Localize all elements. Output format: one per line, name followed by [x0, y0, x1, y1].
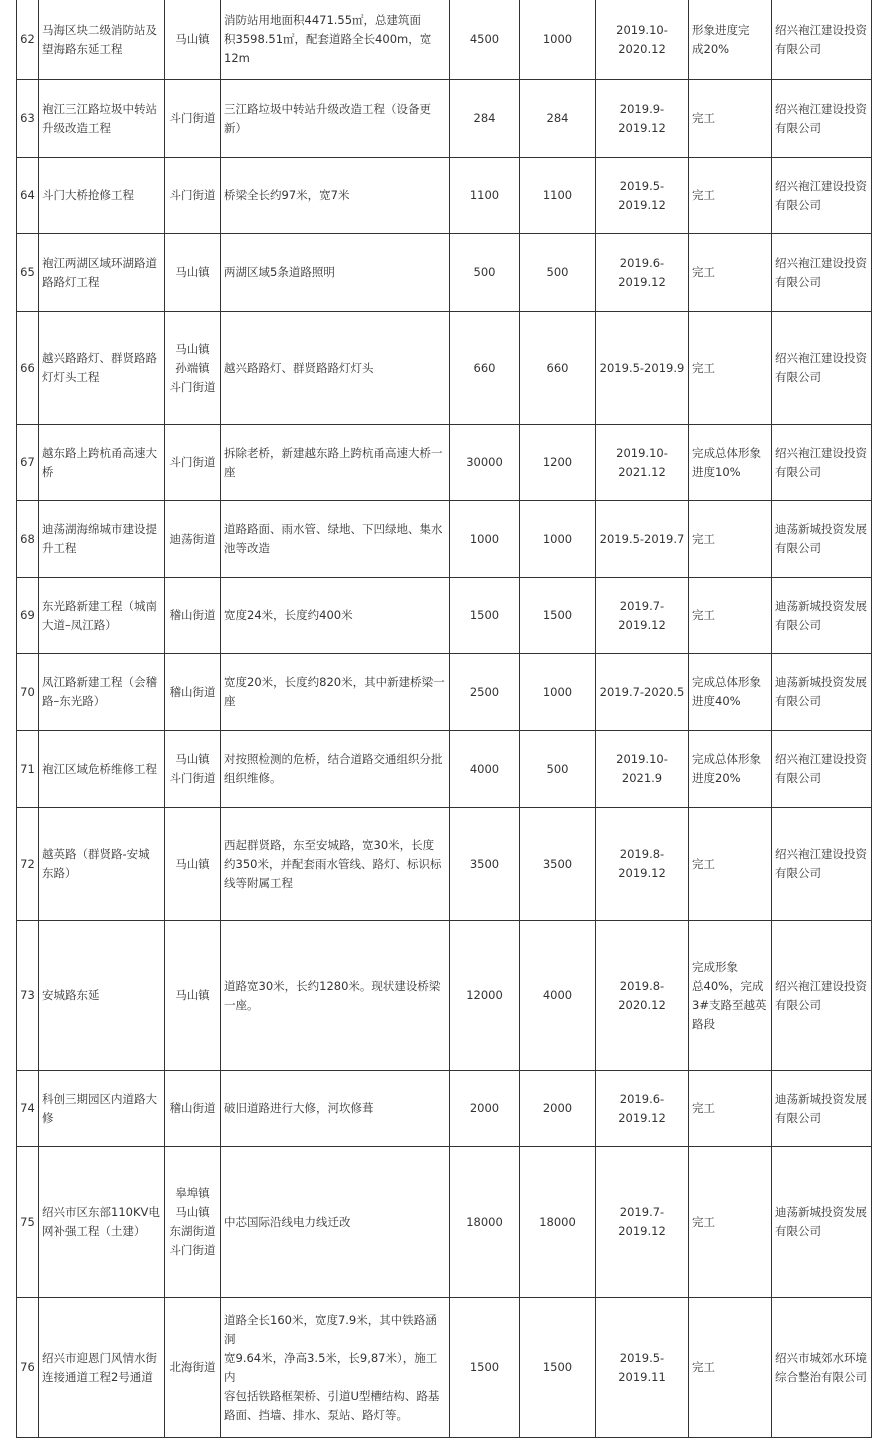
project-name: 越英路（群贤路-安城 东路） [42, 847, 150, 880]
project-content: 桥梁全长约97米，宽7米 [224, 188, 350, 202]
table-row [0, 425, 880, 501]
project-content-cell [220, 578, 449, 654]
construction-period-cell [595, 501, 688, 578]
construction-period: 2019.10-2021.12 [616, 445, 668, 479]
annual-investment-cell [519, 654, 595, 731]
project-name-cell [38, 425, 164, 501]
row-number: 68 [20, 531, 35, 546]
project-content: 消防站用地面积4471.55㎡，总建筑面 积3598.51㎡，配套道路全长400m，宽12m [224, 13, 432, 65]
progress-status: 完成总体形象 进度10% [692, 445, 761, 479]
construction-period-cell [595, 1071, 688, 1147]
total-investment-cell [449, 425, 519, 501]
table-row [0, 234, 880, 312]
project-location: 稽山街道 [169, 608, 216, 622]
row-number: 74 [20, 1101, 35, 1115]
progress-status: 完工 [692, 1214, 715, 1229]
project-location: 马山镇 斗门街道 [169, 752, 216, 785]
table-row [0, 731, 880, 808]
row-number: 67 [20, 455, 35, 469]
progress-status-cell [688, 501, 771, 578]
annual-investment-cell [519, 731, 595, 808]
project-name: 袍江区域危桥维修工程 [42, 761, 157, 776]
project-content: 宽度24米，长度约400米 [224, 608, 353, 622]
project-name-cell [38, 158, 164, 234]
project-location-cell [164, 234, 220, 312]
annual-investment: 500 [546, 265, 569, 279]
project-name: 马海区块二级消防站及 望海路东延工程 [42, 22, 157, 56]
project-content: 对按照检测的危桥，结合道路交通组织分批 组织维修。 [224, 752, 443, 785]
construction-period-cell [595, 0, 688, 80]
owner-unit: 迪荡新城投资发展 有限公司 [775, 1205, 867, 1238]
progress-status: 完工 [692, 1360, 715, 1374]
owner-unit-cell [771, 654, 872, 731]
construction-period-cell [595, 234, 688, 312]
project-name-cell [38, 234, 164, 312]
project-content: 三江路垃圾中转站升级改造工程（设备更 新） [224, 101, 431, 135]
progress-status-cell [688, 808, 771, 921]
owner-unit-cell [771, 80, 872, 158]
total-investment-cell [449, 234, 519, 312]
project-location: 斗门街道 [169, 111, 216, 125]
owner-unit: 绍兴袍江建设投资 有限公司 [775, 978, 867, 1012]
total-investment-cell [449, 80, 519, 158]
annual-investment-cell [519, 158, 595, 234]
row-number-cell [16, 578, 38, 654]
row-number-cell [16, 808, 38, 921]
project-location: 马山镇 [175, 32, 210, 46]
annual-investment-cell [519, 80, 595, 158]
annual-investment: 1000 [542, 684, 573, 699]
owner-unit: 迪荡新城投资发展 有限公司 [775, 598, 867, 632]
annual-investment: 500 [546, 761, 569, 776]
project-location-cell [164, 425, 220, 501]
annual-investment: 284 [546, 111, 569, 125]
construction-period: 2019.5-2019.11 [618, 1350, 666, 1384]
project-content: 道路路面、雨水管、绿地、下凹绿地、集水 池等改造 [224, 522, 443, 555]
project-location: 稽山街道 [169, 684, 216, 699]
construction-period: 2019.8-2020.12 [618, 978, 666, 1012]
row-number-cell [16, 731, 38, 808]
annual-investment-cell [519, 1071, 595, 1147]
total-investment: 1500 [469, 608, 500, 622]
construction-period: 2019.7-2020.5 [599, 684, 685, 699]
project-content-cell [220, 158, 449, 234]
total-investment-cell [449, 312, 519, 425]
owner-unit: 绍兴袍江建设投资 有限公司 [775, 255, 867, 289]
progress-status: 完工 [692, 360, 715, 375]
construction-period-cell [595, 808, 688, 921]
total-investment: 660 [473, 360, 496, 375]
row-number-cell [16, 501, 38, 578]
project-content: 道路宽30米，长约1280米。现状建设桥梁 一座。 [224, 978, 441, 1012]
total-investment-cell [449, 0, 519, 80]
construction-period: 2019.6-2019.12 [618, 1091, 666, 1125]
row-number: 72 [20, 856, 35, 871]
row-number: 73 [20, 988, 35, 1002]
annual-investment: 1200 [542, 455, 573, 469]
table-row [0, 654, 880, 731]
progress-status-cell [688, 425, 771, 501]
project-location-cell [164, 0, 220, 80]
total-investment-cell [449, 731, 519, 808]
project-location: 皋埠镇 马山镇 东湖街道 斗门街道 [169, 1186, 216, 1257]
owner-unit: 绍兴袍江建设投资 有限公司 [775, 752, 867, 785]
progress-status: 完工 [692, 608, 715, 622]
row-number: 69 [20, 608, 35, 622]
progress-status: 完成形象 总40%，完成 3#支路至越英 路段 [692, 959, 767, 1031]
project-name: 袍江三江路垃圾中转站 升级改造工程 [42, 101, 157, 135]
row-number-cell [16, 921, 38, 1071]
project-name-cell [38, 1071, 164, 1147]
project-content: 拆除老桥，新建越东路上跨杭甬高速大桥一 座 [224, 445, 443, 479]
annual-investment-cell [519, 808, 595, 921]
row-number: 76 [20, 1360, 35, 1374]
project-location-cell [164, 1298, 220, 1438]
project-location-cell [164, 731, 220, 808]
project-content-cell [220, 808, 449, 921]
project-location: 北海街道 [169, 1360, 216, 1374]
construction-period: 2019.5-2019.7 [599, 531, 685, 546]
owner-unit: 绍兴袍江建设投资 有限公司 [775, 847, 867, 880]
row-number: 75 [20, 1214, 35, 1229]
project-location-cell [164, 158, 220, 234]
project-location: 稽山街道 [169, 1101, 216, 1115]
project-name-cell [38, 921, 164, 1071]
annual-investment-cell [519, 0, 595, 80]
annual-investment: 660 [546, 360, 569, 375]
project-content-cell [220, 425, 449, 501]
project-name: 迪荡湖海绵城市建设提 升工程 [42, 522, 157, 555]
project-name-cell [38, 578, 164, 654]
project-content: 中芯国际沿线电力线迁改 [224, 1214, 351, 1229]
owner-unit-cell [771, 921, 872, 1071]
project-location-cell [164, 921, 220, 1071]
project-name-cell [38, 0, 164, 80]
project-content-cell [220, 234, 449, 312]
table-row [0, 808, 880, 921]
project-content-cell [220, 1147, 449, 1298]
progress-status-cell [688, 1147, 771, 1298]
owner-unit-cell [771, 158, 872, 234]
annual-investment: 1000 [542, 531, 573, 546]
progress-status: 完工 [692, 111, 715, 125]
row-number: 63 [20, 111, 35, 125]
project-content: 宽度20米，长度约820米，其中新建桥梁一 座 [224, 675, 445, 708]
owner-unit-cell [771, 1071, 872, 1147]
total-investment-cell [449, 808, 519, 921]
construction-period: 2019.7-2019.12 [618, 598, 666, 632]
row-number-cell [16, 1298, 38, 1438]
construction-period: 2019.7-2019.12 [618, 1205, 666, 1238]
project-name: 绍兴市迎恩门风情水街 连接通道工程2号通道 [42, 1350, 157, 1384]
project-content-cell [220, 1298, 449, 1438]
progress-status-cell [688, 158, 771, 234]
owner-unit-cell [771, 578, 872, 654]
construction-period: 2019.6-2019.12 [618, 255, 666, 289]
owner-unit: 绍兴袍江建设投资 有限公司 [775, 101, 867, 135]
annual-investment-cell [519, 425, 595, 501]
project-name-cell [38, 654, 164, 731]
project-location-cell [164, 808, 220, 921]
owner-unit-cell [771, 1298, 872, 1438]
construction-period: 2019.10-2021.9 [616, 752, 668, 785]
annual-investment: 2000 [542, 1101, 573, 1115]
row-number-cell [16, 158, 38, 234]
annual-investment: 1500 [542, 608, 573, 622]
table-row [0, 80, 880, 158]
project-location: 马山镇 [175, 856, 210, 871]
row-number-cell [16, 1071, 38, 1147]
project-location: 马山镇 孙端镇 斗门街道 [169, 341, 216, 394]
project-name-cell [38, 80, 164, 158]
construction-period-cell [595, 425, 688, 501]
total-investment: 30000 [466, 455, 503, 469]
row-number-cell [16, 80, 38, 158]
progress-status: 完工 [692, 856, 715, 871]
progress-status-cell [688, 731, 771, 808]
row-number: 64 [20, 188, 35, 202]
progress-status: 完成总体形象 进度40% [692, 675, 761, 708]
owner-unit-cell [771, 425, 872, 501]
project-name-cell [38, 1298, 164, 1438]
construction-period-cell [595, 312, 688, 425]
project-content-cell [220, 1071, 449, 1147]
total-investment: 2000 [469, 1101, 500, 1115]
construction-period-cell [595, 654, 688, 731]
project-content-cell [220, 80, 449, 158]
total-investment: 18000 [466, 1214, 503, 1229]
table-row [0, 1298, 880, 1438]
total-investment: 500 [473, 265, 496, 279]
annual-investment-cell [519, 1147, 595, 1298]
construction-period-cell [595, 578, 688, 654]
total-investment-cell [449, 578, 519, 654]
project-name-cell [38, 731, 164, 808]
project-name: 绍兴市区东部110KV电 网补强工程（土建） [42, 1205, 160, 1238]
project-location-cell [164, 1071, 220, 1147]
owner-unit-cell [771, 234, 872, 312]
construction-period: 2019.5-2019.9 [599, 360, 685, 375]
progress-status-cell [688, 578, 771, 654]
project-location-cell [164, 312, 220, 425]
row-number: 66 [20, 360, 35, 375]
table-row [0, 578, 880, 654]
project-content: 破旧道路进行大修，河坎修葺 [224, 1101, 374, 1115]
progress-status-cell [688, 234, 771, 312]
row-number: 70 [20, 684, 35, 699]
project-content: 道路全长160米，宽度7.9米，其中铁路涵洞 宽9.64米，净高3.5米，长9,87米），施工内 容包括铁路框架桥、引道U型槽结构、路基 路面、挡墙、排水、泵站、路灯等。 [224, 1312, 440, 1422]
project-name: 凤江路新建工程（会稽 路–东光路） [42, 675, 157, 708]
project-content-cell [220, 731, 449, 808]
row-number-cell [16, 425, 38, 501]
progress-status: 完成总体形象 进度20% [692, 752, 761, 785]
owner-unit: 迪荡新城投资发展 有限公司 [775, 675, 867, 708]
table-row [0, 501, 880, 578]
owner-unit: 绍兴市城郊水环境 综合整治有限公司 [775, 1350, 867, 1384]
owner-unit: 绍兴袍江建设投资 有限公司 [775, 445, 867, 479]
owner-unit: 迪荡新城投资发展 有限公司 [775, 1091, 867, 1125]
progress-status-cell [688, 0, 771, 80]
project-location: 斗门街道 [169, 455, 216, 469]
total-investment: 1500 [469, 1360, 500, 1374]
project-name-cell [38, 312, 164, 425]
owner-unit: 绍兴袍江建设投资 有限公司 [775, 22, 867, 56]
total-investment-cell [449, 1147, 519, 1298]
project-name: 袍江两湖区域环湖路道 路路灯工程 [42, 255, 157, 289]
annual-investment-cell [519, 578, 595, 654]
project-location: 斗门街道 [169, 188, 216, 202]
annual-investment: 1100 [542, 188, 573, 202]
project-location-cell [164, 578, 220, 654]
annual-investment: 1000 [542, 32, 573, 46]
total-investment: 2500 [469, 684, 500, 699]
owner-unit-cell [771, 731, 872, 808]
total-investment: 1000 [469, 531, 500, 546]
construction-period-cell [595, 921, 688, 1071]
project-content-cell [220, 654, 449, 731]
annual-investment: 18000 [539, 1214, 576, 1229]
owner-unit-cell [771, 312, 872, 425]
construction-period: 2019.8-2019.12 [618, 847, 666, 880]
row-number-cell [16, 654, 38, 731]
project-location: 马山镇 [175, 988, 210, 1002]
project-name-cell [38, 1147, 164, 1298]
total-investment-cell [449, 158, 519, 234]
total-investment-cell [449, 1071, 519, 1147]
table-row [0, 312, 880, 425]
total-investment: 1100 [469, 188, 500, 202]
row-number-cell [16, 234, 38, 312]
progress-status: 完工 [692, 531, 715, 546]
annual-investment-cell [519, 501, 595, 578]
project-location-cell [164, 80, 220, 158]
row-number-cell [16, 0, 38, 80]
total-investment-cell [449, 1298, 519, 1438]
project-content-cell [220, 312, 449, 425]
progress-status-cell [688, 1071, 771, 1147]
annual-investment-cell [519, 1298, 595, 1438]
owner-unit-cell [771, 1147, 872, 1298]
project-name: 东光路新建工程（城南 大道–凤江路） [42, 598, 157, 632]
progress-status-cell [688, 80, 771, 158]
project-location: 迪荡街道 [169, 531, 216, 546]
annual-investment: 4000 [542, 988, 573, 1002]
row-number: 65 [20, 265, 35, 279]
project-name: 越东路上跨杭甬高速大 桥 [42, 445, 157, 479]
project-location-cell [164, 654, 220, 731]
construction-period-cell [595, 1298, 688, 1438]
table-row [0, 1071, 880, 1147]
project-content-cell [220, 501, 449, 578]
annual-investment-cell [519, 921, 595, 1071]
annual-investment-cell [519, 234, 595, 312]
annual-investment: 1500 [542, 1360, 573, 1374]
owner-unit: 迪荡新城投资发展 有限公司 [775, 522, 867, 555]
project-name: 越兴路路灯、群贤路路 灯灯头工程 [42, 351, 157, 384]
table-row [0, 0, 880, 80]
construction-period-cell [595, 1147, 688, 1298]
progress-status-cell [688, 921, 771, 1071]
total-investment: 12000 [466, 988, 503, 1002]
total-investment: 3500 [469, 856, 500, 871]
project-content-cell [220, 921, 449, 1071]
total-investment-cell [449, 501, 519, 578]
total-investment-cell [449, 921, 519, 1071]
table-row [0, 158, 880, 234]
owner-unit: 绍兴袍江建设投资 有限公司 [775, 178, 867, 212]
construction-period: 2019.10-2020.12 [616, 22, 668, 56]
owner-unit-cell [771, 808, 872, 921]
progress-status: 完工 [692, 188, 715, 202]
construction-period: 2019.5-2019.12 [618, 178, 666, 212]
table-row [0, 1147, 880, 1298]
project-name: 安城路东延 [42, 988, 100, 1002]
row-number: 62 [20, 32, 35, 46]
construction-period-cell [595, 80, 688, 158]
project-location-cell [164, 1147, 220, 1298]
project-content: 越兴路路灯、群贤路路灯灯头 [224, 360, 374, 375]
construction-period-cell [595, 158, 688, 234]
row-number: 71 [20, 761, 35, 776]
owner-unit: 绍兴袍江建设投资 有限公司 [775, 351, 867, 384]
progress-status-cell [688, 654, 771, 731]
project-content: 西起群贤路，东至安城路，宽30米，长度 约350米，并配套雨水管线、路灯、标识标 线等附属工程 [224, 837, 442, 890]
construction-period: 2019.9-2019.12 [618, 101, 666, 135]
project-location: 马山镇 [175, 265, 210, 279]
total-investment: 4500 [469, 32, 500, 46]
total-investment-cell [449, 654, 519, 731]
project-name: 斗门大桥抢修工程 [42, 188, 134, 202]
progress-status: 形象进度完 成20% [692, 22, 750, 56]
progress-status-cell [688, 1298, 771, 1438]
project-name-cell [38, 501, 164, 578]
annual-investment: 3500 [542, 856, 573, 871]
project-content-cell [220, 0, 449, 80]
total-investment: 284 [473, 111, 496, 125]
project-location-cell [164, 501, 220, 578]
project-content: 两湖区域5条道路照明 [224, 265, 335, 279]
project-name: 科创三期园区内道路大 修 [42, 1091, 157, 1125]
row-number-cell [16, 312, 38, 425]
progress-status-cell [688, 312, 771, 425]
progress-status: 完工 [692, 265, 715, 279]
row-number-cell [16, 1147, 38, 1298]
annual-investment-cell [519, 312, 595, 425]
owner-unit-cell [771, 0, 872, 80]
progress-status: 完工 [692, 1101, 715, 1115]
construction-period-cell [595, 731, 688, 808]
owner-unit-cell [771, 501, 872, 578]
total-investment: 4000 [469, 761, 500, 776]
project-name-cell [38, 808, 164, 921]
table-row [0, 921, 880, 1071]
